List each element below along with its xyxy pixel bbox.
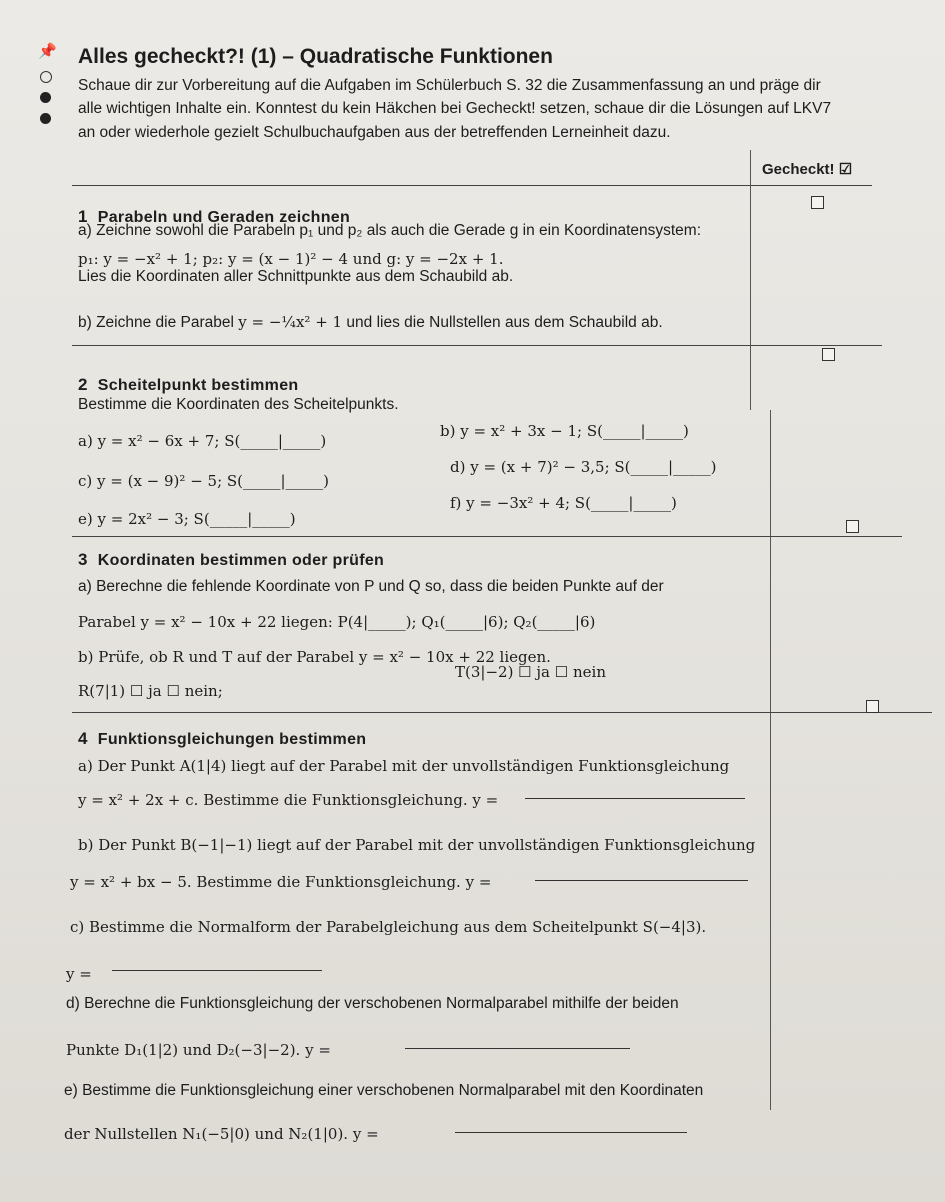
answer-line[interactable] [455,1132,687,1133]
task-formula: y = −¼x² + 1 [238,313,343,331]
task-text: b) Der Punkt B(−1|−1) liegt auf der Parabel mit der unvollständigen Funktionsgleichung [78,836,756,854]
task-formula: b) y = x² + 3x − 1; S(_____|_____) [440,422,689,440]
task-formula: y = x² + bx − 5. Bestimme die Funktionsgleichung. y = [70,873,492,891]
gecheckt-checkbox[interactable] [866,700,879,713]
section-number: 3 [78,550,88,569]
task-text: d) Berechne die Funktionsgleichung der verschobenen Normalparabel mithilfe der beiden [66,995,679,1012]
intro-line: Schaue dir zur Vorbereitung auf die Aufgaben im Schülerbuch S. 32 die Zusammenfassung an und präge dir [78,77,821,94]
gecheckt-checkbox[interactable] [811,196,824,209]
column-divider [750,150,751,410]
task-formula: b) Prüfe, ob R und T auf der Parabel y = x² − 10x + 22 liegen. [78,648,551,666]
section-number: 2 [78,375,88,394]
gecheckt-column-header: Gecheckt! ☑ [762,161,853,178]
section-heading [78,375,299,395]
task-text: und lies die Nullstellen aus dem Schaubild ab. [346,314,663,331]
task-formula: der Nullstellen N₁(−5|0) und N₂(1|0). y = [64,1125,379,1143]
task-text: e) Bestimme die Funktionsgleichung einer verschobenen Normalparabel mit den Koordinaten [64,1082,704,1099]
task-text: a) Berechne die fehlende Koordinate von P und Q so, dass die beiden Punkte auf der [78,578,664,595]
binder-hole-icon [40,92,51,103]
section-heading [78,550,384,570]
task-text: c) Bestimme die Normalform der Parabelgleichung aus dem Scheitelpunkt S(−4|3). [70,918,707,936]
task-formula: e) y = 2x² − 3; S(_____|_____) [78,510,296,528]
column-divider [770,410,771,1110]
check-option-R[interactable]: R(7|1) ☐ ja ☐ nein; [78,682,223,700]
task-formula: Punkte D₁(1|2) und D₂(−3|−2). y = [66,1041,331,1059]
section-heading [78,729,366,749]
table-rule [72,536,902,537]
task-text: Bestimme die Koordinaten des Scheitelpunkts. [78,396,399,413]
section-title: Koordinaten bestimmen oder prüfen [97,552,385,569]
gecheckt-checkbox[interactable] [822,348,835,361]
task-text [78,313,663,332]
section-title: Parabeln und Geraden zeichnen [97,209,351,226]
page-title: Alles gecheckt?! (1) – Quadratische Funktionen [78,45,553,68]
task-formula: f) y = −3x² + 4; S(_____|_____) [450,494,677,512]
section-number: 1 [78,207,88,226]
binder-hole-icon [40,113,51,124]
task-text: a) Zeichne sowohl die Parabeln p₁ und p₂ als auch die Gerade g in ein Koordinatensystem: [78,222,702,239]
check-option-T[interactable]: T(3|−2) ☐ ja ☐ nein [455,663,606,681]
table-rule [72,712,932,713]
task-text: Lies die Koordinaten aller Schnittpunkte aus dem Schaubild ab. [78,268,514,285]
gecheckt-checkbox[interactable] [846,520,859,533]
task-formula: c) y = (x − 9)² − 5; S(_____|_____) [78,472,329,490]
pin-icon: 📌 [38,43,57,60]
section-number: 4 [78,729,88,748]
answer-line[interactable] [112,970,322,971]
table-rule [72,345,882,346]
task-formula: Parabel y = x² − 10x + 22 liegen: P(4|_____); Q₁(_____|6); Q₂(_____|6) [78,613,596,631]
task-formula: y = [66,965,92,983]
answer-line[interactable] [535,880,748,881]
section-title: Funktionsgleichungen bestimmen [97,731,367,748]
task-text: a) Der Punkt A(1|4) liegt auf der Parabel mit der unvollständigen Funktionsgleichung [78,757,730,775]
answer-line[interactable] [525,798,745,799]
table-rule [72,185,872,186]
intro-line: an oder wiederhole gezielt Schulbuchaufgaben aus der betreffenden Lerneinheit dazu. [78,124,671,141]
answer-line[interactable] [405,1048,630,1049]
binder-ring-icon [40,71,52,83]
section-title: Scheitelpunkt bestimmen [97,377,299,394]
intro-line: alle wichtigen Inhalte ein. Konntest du kein Häkchen bei Gecheckt! setzen, schaue dir die Lösungen auf LKV7 [78,100,832,117]
task-formula: p₁: y = −x² + 1; p₂: y = (x − 1)² − 4 und g: y = −2x + 1. [78,250,504,268]
task-formula: a) y = x² − 6x + 7; S(_____|_____) [78,432,327,450]
task-formula: d) y = (x + 7)² − 3,5; S(_____|_____) [450,458,717,476]
task-formula: y = x² + 2x + c. Bestimme die Funktionsgleichung. y = [78,791,499,809]
task-label: b) Zeichne die Parabel [78,314,234,331]
